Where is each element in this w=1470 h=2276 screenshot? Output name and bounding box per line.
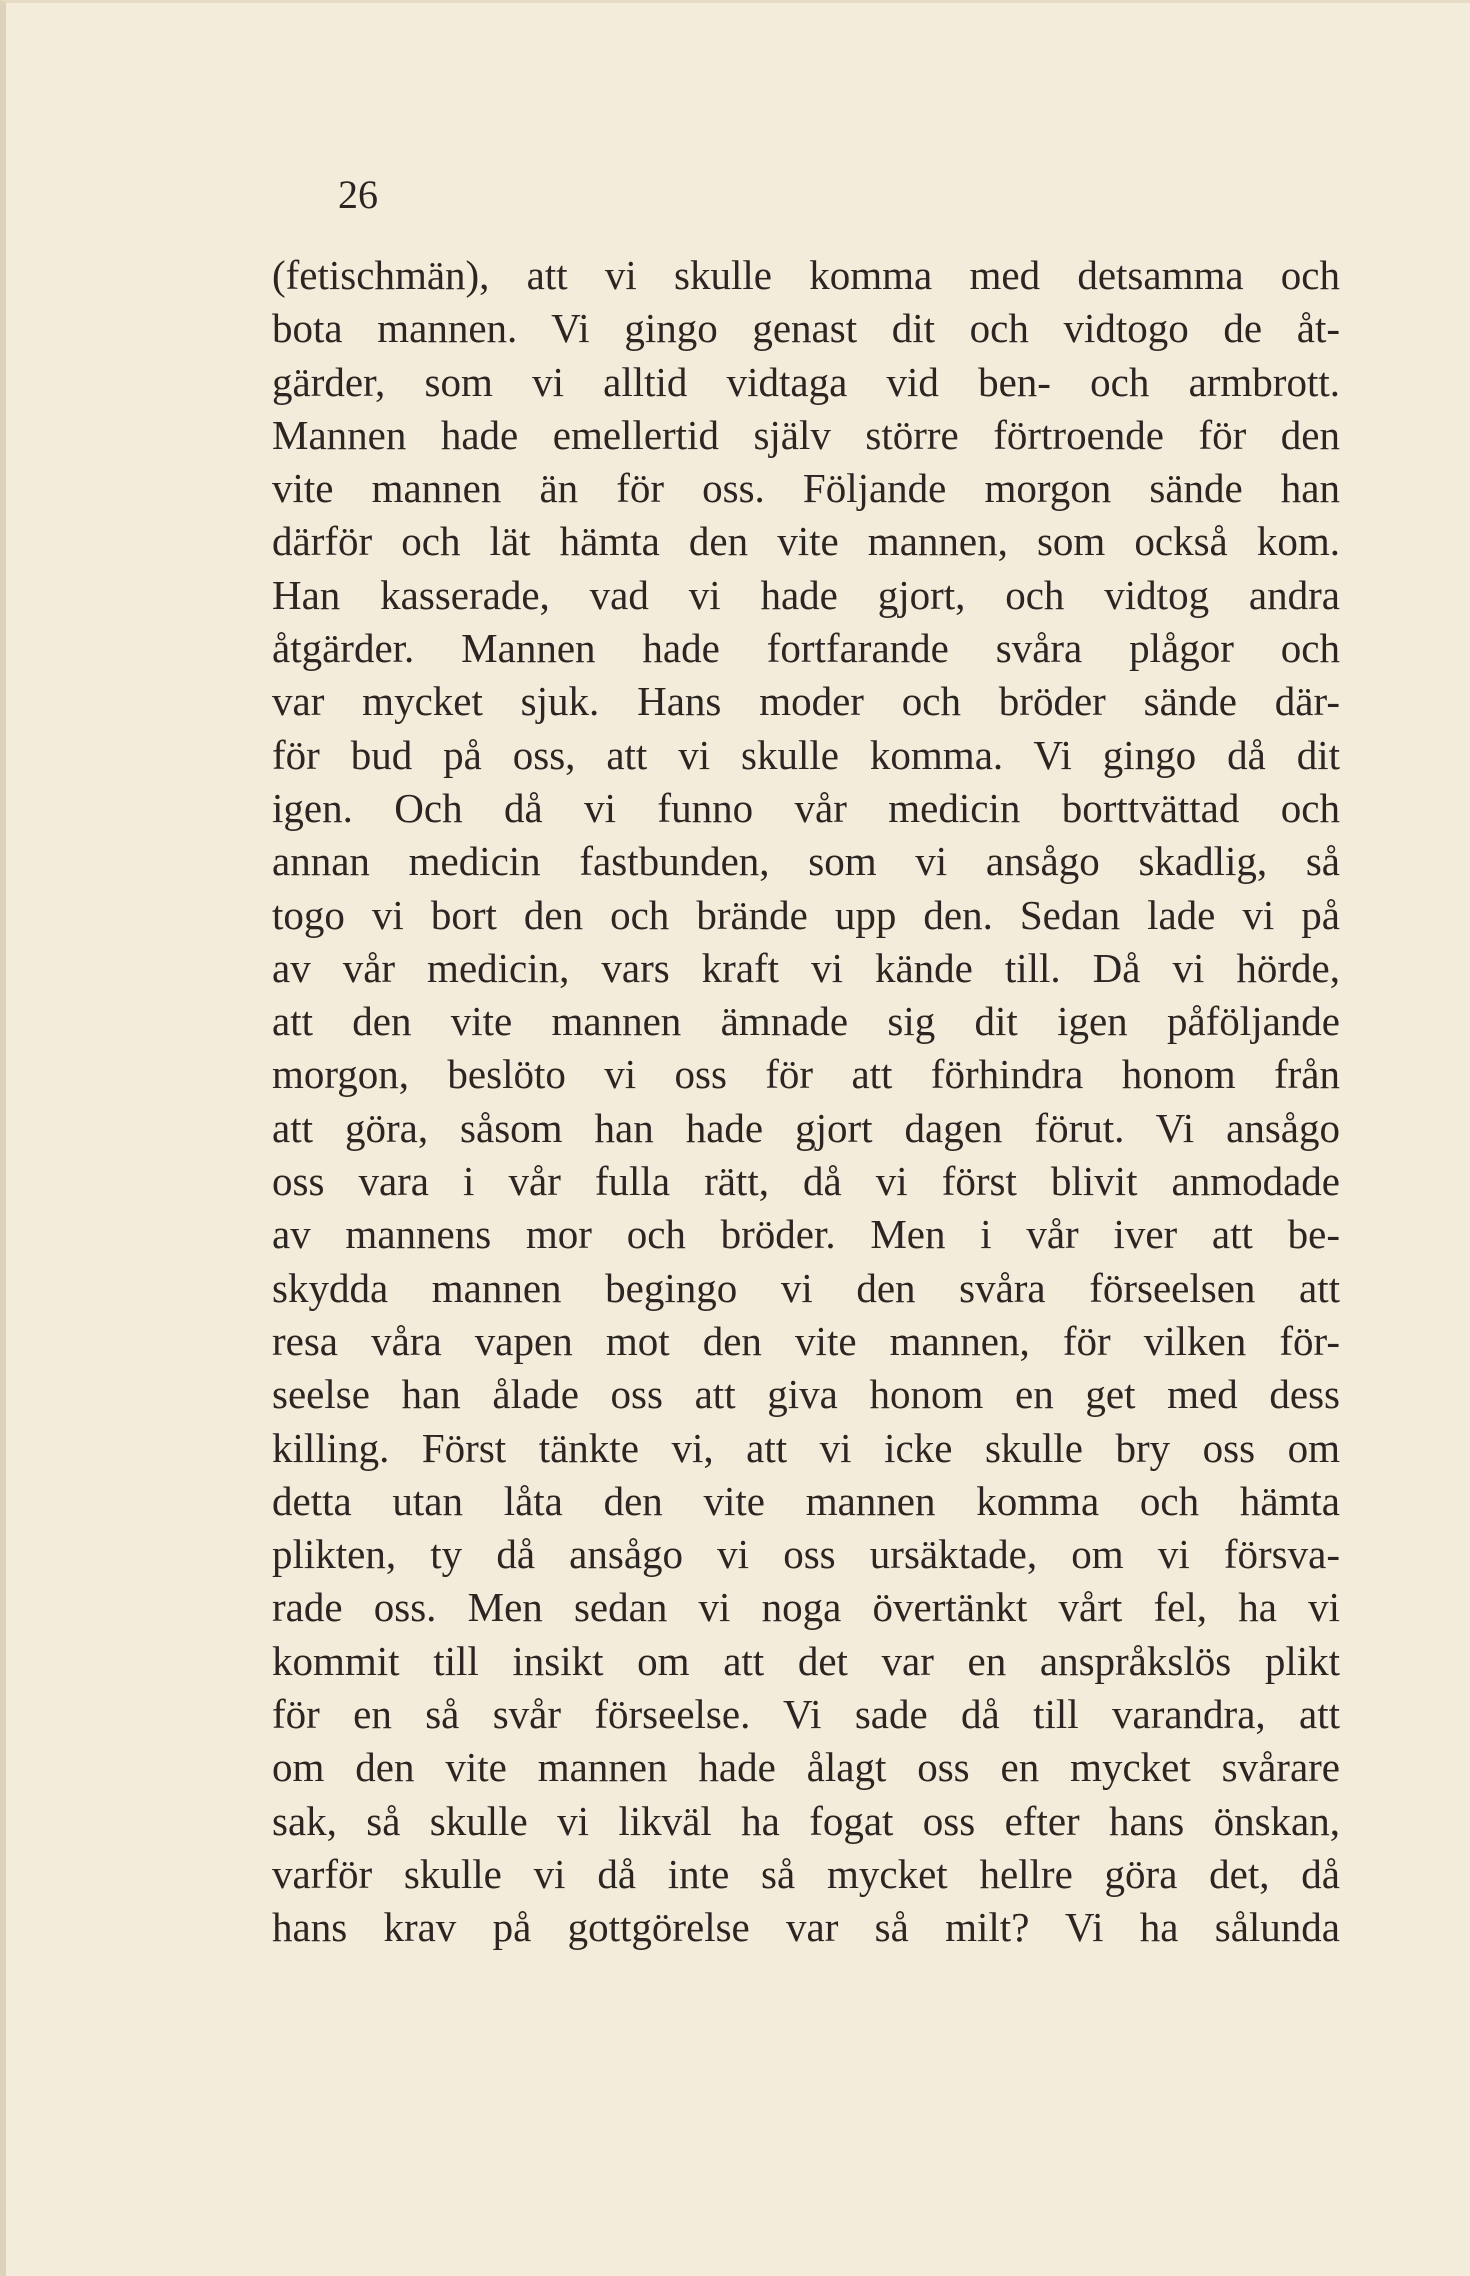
text-line: av mannens mor och bröder. Men i vår iver att be-: [272, 1211, 1340, 1258]
text-line: Mannen hade emellertid själv större förtroende för den: [272, 411, 1340, 458]
text-line: varför skulle vi då inte så mycket hellre göra det, då: [272, 1850, 1340, 1897]
text-line: plikten, ty då ansågo vi oss ursäktade, om vi försva-: [272, 1531, 1340, 1578]
text-line: kommit till insikt om att det var en anspråkslös plikt: [272, 1637, 1340, 1684]
text-line: morgon, beslöto vi oss för att förhindra honom från: [272, 1051, 1340, 1098]
text-line: seelse han ålade oss att giva honom en get med dess: [272, 1371, 1340, 1418]
text-line: vite mannen än för oss. Följande morgon sände han: [272, 465, 1340, 512]
text-line: för en så svår förseelse. Vi sade då till varandra, att: [272, 1691, 1340, 1738]
text-line: åtgärder. Mannen hade fortfarande svåra plågor och: [272, 625, 1340, 672]
text-line: om den vite mannen hade ålagt oss en mycket svårare: [272, 1744, 1340, 1791]
text-line: igen. Och då vi funno vår medicin borttvättad och: [272, 784, 1340, 831]
text-line: togo vi bort den och brände upp den. Sedan lade vi på: [272, 891, 1340, 938]
text-line: Han kasserade, vad vi hade gjort, och vidtog andra: [272, 571, 1340, 618]
page-number: 26: [338, 172, 378, 217]
text-line: annan medicin fastbunden, som vi ansågo skadlig, så: [272, 838, 1340, 885]
text-line: att göra, såsom han hade gjort dagen förut. Vi ansågo: [272, 1104, 1340, 1151]
text-line: att den vite mannen ämnade sig dit igen påföljande: [272, 998, 1340, 1045]
text-line: (fetischmän), att vi skulle komma med detsamma och: [272, 252, 1340, 298]
text-line: sak, så skulle vi likväl ha fogat oss efter hans önskan,: [272, 1797, 1340, 1844]
text-line: för bud på oss, att vi skulle komma. Vi gingo då dit: [272, 731, 1340, 778]
text-line: var mycket sjuk. Hans moder och bröder sände där-: [272, 678, 1340, 725]
text-line: killing. Först tänkte vi, att vi icke skulle bry oss om: [272, 1424, 1340, 1471]
text-line: detta utan låta den vite mannen komma och hämta: [272, 1477, 1340, 1524]
text-line: oss vara i vår fulla rätt, då vi först blivit anmodade: [272, 1158, 1340, 1205]
text-line: av vår medicin, vars kraft vi kände till. Då vi hörde,: [272, 944, 1340, 991]
text-line: därför och lät hämta den vite mannen, som också kom.: [272, 518, 1340, 565]
text-line: bota mannen. Vi gingo genast dit och vidtogo de åt-: [272, 305, 1340, 352]
text-line: hans krav på gottgörelse var så milt? Vi ha sålunda: [272, 1904, 1340, 1951]
text-line: resa våra vapen mot den vite mannen, för vilken för-: [272, 1317, 1340, 1364]
text-line: gärder, som vi alltid vidtaga vid ben- och armbrott.: [272, 358, 1340, 405]
text-line: skydda mannen begingo vi den svåra förseelsen att: [272, 1264, 1340, 1311]
body-text: [272, 249, 1340, 1955]
text-line: rade oss. Men sedan vi noga övertänkt vårt fel, ha vi: [272, 1584, 1340, 1631]
